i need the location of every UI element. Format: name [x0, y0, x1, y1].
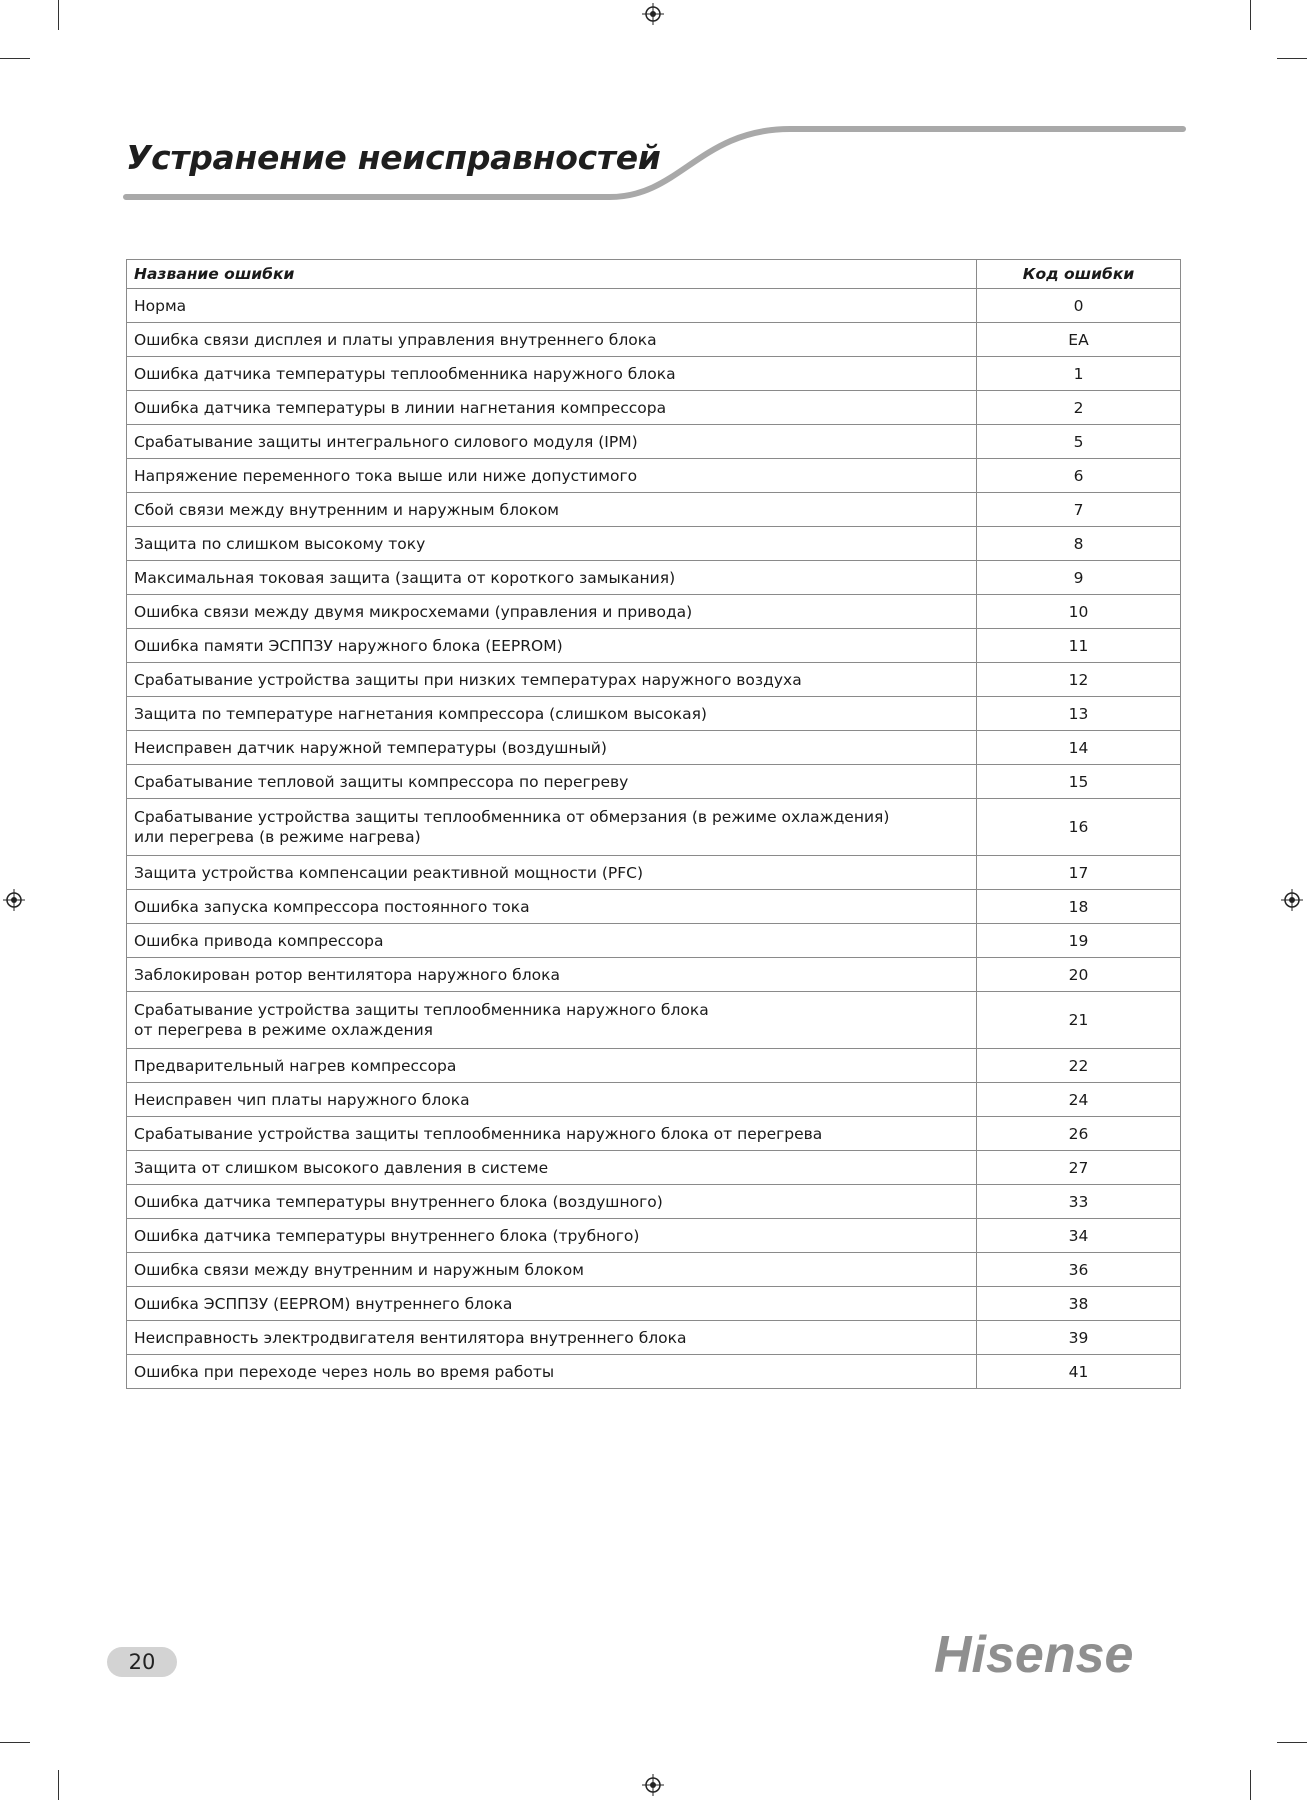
table-row: [127, 856, 1181, 890]
error-code-cell: 38: [977, 1287, 1181, 1321]
table-row: [127, 1151, 1181, 1185]
error-code-cell: 0: [977, 289, 1181, 323]
table-row: [127, 731, 1181, 765]
table-row: [127, 1321, 1181, 1355]
table-row: [127, 323, 1181, 357]
error-name-cell: Ошибка при переходе через ноль во время работы: [127, 1355, 977, 1389]
error-name-cell: Защита от слишком высокого давления в системе: [127, 1151, 977, 1185]
table-row: [127, 425, 1181, 459]
table-row: [127, 992, 1181, 1049]
error-name-cell: Ошибка памяти ЭСППЗУ наружного блока (EEPROM): [127, 629, 977, 663]
crop-mark: [0, 1742, 30, 1743]
table-row: [127, 459, 1181, 493]
error-name-cell: Ошибка датчика температуры в линии нагнетания компрессора: [127, 391, 977, 425]
error-code-cell: 2: [977, 391, 1181, 425]
table-row: [127, 1117, 1181, 1151]
table-row: [127, 561, 1181, 595]
registration-mark-icon: [1281, 889, 1303, 911]
error-code-cell: 11: [977, 629, 1181, 663]
error-name-cell: Ошибка привода компрессора: [127, 924, 977, 958]
error-code-cell: 13: [977, 697, 1181, 731]
error-code-cell: 26: [977, 1117, 1181, 1151]
table-row: [127, 765, 1181, 799]
header-swoosh-line: [0, 0, 1307, 220]
table-row: [127, 357, 1181, 391]
brand-text: Hisense: [934, 1626, 1134, 1684]
table-row: [127, 1185, 1181, 1219]
error-code-cell: 20: [977, 958, 1181, 992]
error-name-cell: Заблокирован ротор вентилятора наружного блока: [127, 958, 977, 992]
registration-mark-icon: [642, 1774, 664, 1796]
error-code-cell: 12: [977, 663, 1181, 697]
table-row: [127, 697, 1181, 731]
error-code-cell: 27: [977, 1151, 1181, 1185]
error-name-cell: Срабатывание устройства защиты теплообменника наружного блока от перегрева: [127, 1117, 977, 1151]
error-code-cell: 39: [977, 1321, 1181, 1355]
table-row: [127, 629, 1181, 663]
error-name-cell: Ошибка связи между внутренним и наружным блоком: [127, 1253, 977, 1287]
table-row: [127, 890, 1181, 924]
error-name-cell: Неисправность электродвигателя вентилятора внутреннего блока: [127, 1321, 977, 1355]
error-code-cell: 9: [977, 561, 1181, 595]
column-header-error-code: Код ошибки: [977, 260, 1181, 289]
error-code-cell: 41: [977, 1355, 1181, 1389]
registration-mark-icon: [3, 889, 25, 911]
table-row: [127, 663, 1181, 697]
error-code-cell: 21: [977, 992, 1181, 1049]
error-name-cell: Защита по слишком высокому току: [127, 527, 977, 561]
table-row: [127, 289, 1181, 323]
page-number: 20: [107, 1647, 177, 1677]
table-row: [127, 958, 1181, 992]
table-row: [127, 527, 1181, 561]
error-code-cell: 22: [977, 1049, 1181, 1083]
error-name-cell: Срабатывание защиты интегрального силового модуля (IPM): [127, 425, 977, 459]
table-row: [127, 391, 1181, 425]
error-code-cell: 7: [977, 493, 1181, 527]
error-name-cell: Ошибка запуска компрессора постоянного тока: [127, 890, 977, 924]
error-code-cell: 18: [977, 890, 1181, 924]
error-name-cell: Срабатывание тепловой защиты компрессора по перегреву: [127, 765, 977, 799]
table-row: [127, 595, 1181, 629]
error-code-cell: 1: [977, 357, 1181, 391]
error-name-cell: Срабатывание устройства защиты теплообменника от обмерзания (в режиме охлаждения) или перегрева (в режиме нагрева): [127, 799, 977, 856]
error-name-cell: Максимальная токовая защита (защита от короткого замыкания): [127, 561, 977, 595]
error-name-cell: Ошибка датчика температуры теплообменника наружного блока: [127, 357, 977, 391]
error-name-cell: Сбой связи между внутренним и наружным блоком: [127, 493, 977, 527]
error-name-cell: Ошибка датчика температуры внутреннего блока (воздушного): [127, 1185, 977, 1219]
error-code-cell: 15: [977, 765, 1181, 799]
error-name-cell: Ошибка связи между двумя микросхемами (управления и привода): [127, 595, 977, 629]
error-code-cell: 24: [977, 1083, 1181, 1117]
error-name-cell: Защита по температуре нагнетания компрессора (слишком высокая): [127, 697, 977, 731]
crop-mark: [1250, 1770, 1251, 1800]
table-row: [127, 1287, 1181, 1321]
error-name-cell: Ошибка датчика температуры внутреннего блока (трубного): [127, 1219, 977, 1253]
error-name-cell: Ошибка ЭСППЗУ (EEPROM) внутреннего блока: [127, 1287, 977, 1321]
error-name-cell: Предварительный нагрев компрессора: [127, 1049, 977, 1083]
table-header-row: [127, 260, 1181, 289]
page-title: Устранение неисправностей: [126, 138, 661, 177]
error-name-cell: Неисправен датчик наружной температуры (воздушный): [127, 731, 977, 765]
crop-mark: [58, 1770, 59, 1800]
crop-mark: [1277, 1742, 1307, 1743]
table-row: [127, 1219, 1181, 1253]
error-code-cell: 5: [977, 425, 1181, 459]
table-row: [127, 924, 1181, 958]
error-code-cell: 36: [977, 1253, 1181, 1287]
table-row: [127, 493, 1181, 527]
error-code-cell: 34: [977, 1219, 1181, 1253]
table-row: [127, 1355, 1181, 1389]
error-code-cell: 16: [977, 799, 1181, 856]
table-row: [127, 1083, 1181, 1117]
table-row: [127, 799, 1181, 856]
error-name-cell: Срабатывание устройства защиты при низких температурах наружного воздуха: [127, 663, 977, 697]
hisense-logo: [934, 1626, 1184, 1686]
error-code-cell: 8: [977, 527, 1181, 561]
error-code-cell: 19: [977, 924, 1181, 958]
error-code-cell: 6: [977, 459, 1181, 493]
error-code-cell: EA: [977, 323, 1181, 357]
error-code-cell: 33: [977, 1185, 1181, 1219]
error-name-cell: Напряжение переменного тока выше или ниже допустимого: [127, 459, 977, 493]
column-header-error-name: Название ошибки: [127, 260, 977, 289]
error-name-cell: Ошибка связи дисплея и платы управления внутреннего блока: [127, 323, 977, 357]
error-code-cell: 14: [977, 731, 1181, 765]
error-name-cell: Норма: [127, 289, 977, 323]
error-name-cell: Защита устройства компенсации реактивной мощности (PFC): [127, 856, 977, 890]
error-name-cell: Срабатывание устройства защиты теплообменника наружного блока от перегрева в режиме охлаждения: [127, 992, 977, 1049]
error-codes-table: [126, 259, 1181, 1389]
table-row: [127, 1253, 1181, 1287]
error-code-cell: 10: [977, 595, 1181, 629]
error-name-cell: Неисправен чип платы наружного блока: [127, 1083, 977, 1117]
error-code-cell: 17: [977, 856, 1181, 890]
table-row: [127, 1049, 1181, 1083]
